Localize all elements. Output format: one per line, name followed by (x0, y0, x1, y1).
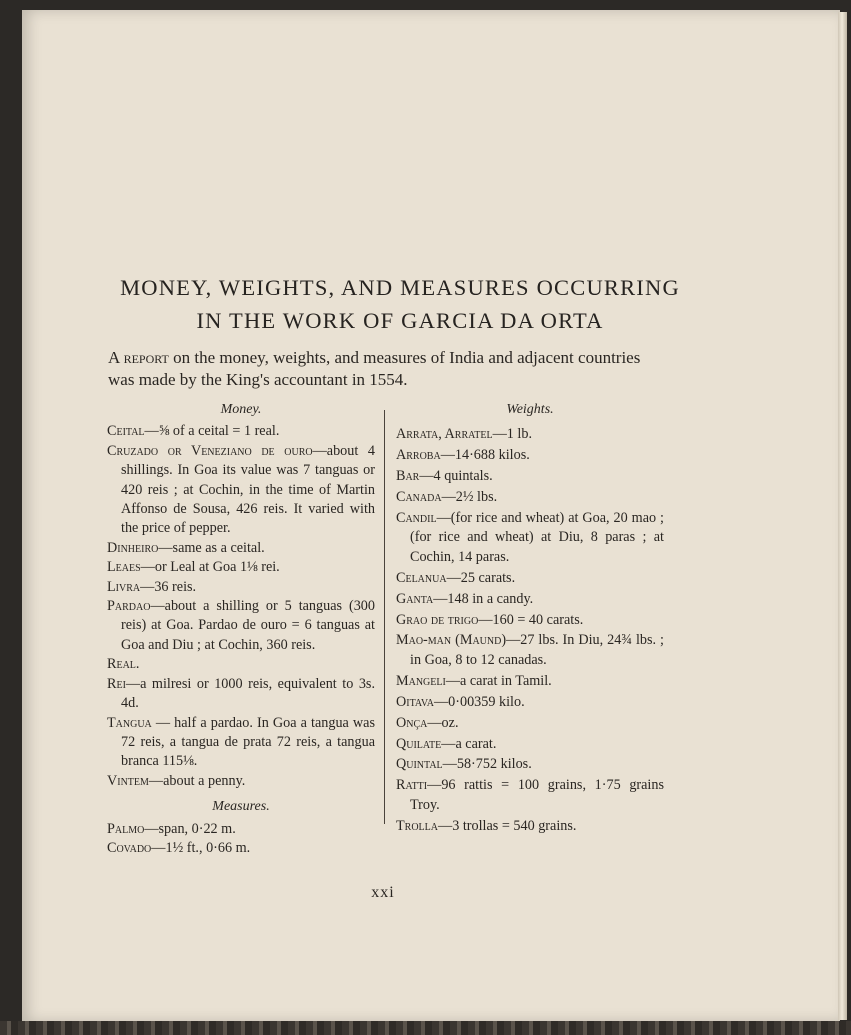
glossary-entry (107, 422, 375, 441)
weights-heading: Weights. (506, 402, 554, 417)
page-number: xxi (371, 884, 395, 901)
entry-definition: — half a pardao. In Goa a tangua was 72 reis, a tangua de prata 72 reis, a tangua branca 115⅛. (121, 714, 375, 770)
measures-list (107, 820, 375, 859)
money-heading: Money. (220, 402, 262, 417)
glossary-entry (107, 558, 375, 577)
glossary-entry (396, 446, 664, 465)
entry-definition: —same as a ceital. (158, 539, 265, 556)
entry-definition: —0·00359 kilo. (433, 693, 525, 710)
glossary-entry (107, 839, 375, 858)
entry-term: Ceital (107, 423, 145, 440)
entry-definition: —3 trollas = 540 grains. (438, 817, 577, 834)
page-title-line-2: IN THE WORK OF GARCIA DA ORTA (196, 308, 604, 333)
glossary-entry (107, 578, 375, 597)
glossary-entry (107, 675, 375, 714)
entry-term: Arrata, Arratel (396, 426, 493, 443)
entry-term: Bar (396, 468, 420, 485)
entry-term: Palmo (107, 820, 145, 837)
entry-definition: —a milresi or 1000 reis, equivalent to 3s. 4d. (121, 675, 375, 712)
weights-column (396, 400, 664, 838)
entry-definition: —2½ lbs. (441, 489, 498, 506)
entry-term: Covado (107, 839, 152, 856)
glossary-entry (396, 817, 664, 836)
entry-term: Ratti (396, 777, 428, 794)
entry-term: Candil (396, 510, 437, 527)
entry-definition: —1 lb. (492, 426, 532, 443)
entry-term: Real. (107, 656, 140, 673)
glossary-entry (107, 772, 375, 791)
entry-term: Tangua (107, 714, 152, 731)
entry-definition: —96 rattis = 100 grains, 1·75 grains Troy. (410, 777, 664, 813)
glossary-entry (396, 611, 664, 630)
entry-definition: —(for rice and wheat) at Goa, 20 mao ; (for rice and wheat) at Diu, 8 paras ; at Cochin, 14 paras. (410, 510, 664, 565)
entry-definition: —oz. (427, 714, 459, 731)
glossary-entry (396, 590, 664, 609)
page-title-line-1: MONEY, WEIGHTS, AND MEASURES OCCURRING (120, 275, 680, 300)
entry-definition: —4 quintals. (419, 468, 493, 485)
entry-term: Cruzado or Veneziano de ouro (107, 442, 313, 459)
entry-term: Quilate (396, 735, 442, 752)
entry-term: Vintem (107, 772, 149, 789)
entry-term: Pardao (107, 598, 151, 615)
glossary-entry (396, 776, 664, 815)
scan-border (0, 1021, 851, 1035)
money-measures-column (107, 400, 375, 858)
entry-term: Celanua (396, 569, 447, 586)
entry-definition: —160 = 40 carats. (478, 611, 584, 628)
entry-definition: —a carat in Tamil. (445, 672, 552, 689)
weights-list (396, 425, 664, 836)
entry-term: Mangeli (396, 672, 446, 689)
entry-term: Grao de trigo (396, 611, 479, 628)
entry-definition: —or Leal at Goa 1⅛ rei. (140, 559, 280, 576)
glossary-entry (107, 539, 375, 558)
glossary-entry (396, 735, 664, 754)
intro-lead: A report (108, 348, 169, 367)
entry-term: Mao-man (Maund) (396, 632, 507, 649)
entry-definition: —27 lbs. In Diu, 24¾ lbs. ; in Goa, 8 to 12 canadas. (410, 632, 664, 668)
entry-definition: —14·688 kilos. (440, 447, 530, 464)
glossary-entry (396, 714, 664, 733)
intro-text: on the money, weights, and measures of India and adjacent countries was made by the King's accountant in 1554. (108, 348, 641, 389)
entry-definition: —about 4 shillings. In Goa its value was 7 tanguas or 420 reis ; at Cochin, in the time of Martin Affonso de Sousa, 426 reis. It varied with the price of pepper. (121, 442, 375, 537)
entry-term: Canada (396, 489, 442, 506)
glossary-entry (107, 442, 375, 539)
entry-definition: —36 reis. (140, 578, 197, 595)
glossary-entry (396, 672, 664, 691)
glossary-entry (396, 569, 664, 588)
entry-term: Arroba (396, 447, 441, 464)
money-list (107, 422, 375, 791)
entry-term: Dinheiro (107, 539, 159, 556)
entry-definition: —58·752 kilos. (442, 756, 532, 773)
entry-definition: —about a penny. (148, 772, 246, 789)
page-edge (838, 12, 847, 1020)
entry-term: Leaes (107, 559, 141, 576)
column-divider (384, 410, 385, 824)
glossary-entry (396, 467, 664, 486)
intro-paragraph (108, 347, 668, 391)
entry-term: Trolla (396, 817, 438, 834)
entry-definition: —about a shilling or 5 tanguas (300 reis) at Goa. Pardao de ouro = 6 tanguas at Goa and Diu ; at Cochin, 360 reis. (121, 598, 375, 653)
glossary-entry (107, 655, 375, 674)
glossary-entry (107, 597, 375, 655)
entry-term: Livra (107, 578, 141, 595)
entry-term: Rei (107, 675, 126, 692)
entry-term: Oitava (396, 693, 434, 710)
entry-term: Quintal (396, 756, 443, 773)
entry-definition: —148 in a candy. (433, 590, 534, 607)
entry-term: Ganta (396, 590, 434, 607)
measures-heading: Measures. (212, 799, 270, 815)
glossary-entry (107, 820, 375, 839)
glossary-entry (396, 488, 664, 507)
entry-definition: —span, 0·22 m. (144, 820, 236, 837)
glossary-entry (396, 631, 664, 670)
entry-definition: —25 carats. (446, 569, 516, 586)
glossary-entry (396, 425, 664, 444)
entry-term: Onça (396, 714, 428, 731)
entry-definition: —a carat. (441, 735, 497, 752)
entry-definition: —⅝ of a ceital = 1 real. (144, 423, 280, 440)
glossary-entry (107, 714, 375, 772)
glossary-entry (396, 509, 664, 567)
glossary-entry (396, 693, 664, 712)
entry-definition: —1½ ft., 0·66 m. (151, 839, 251, 856)
glossary-entry (396, 755, 664, 774)
